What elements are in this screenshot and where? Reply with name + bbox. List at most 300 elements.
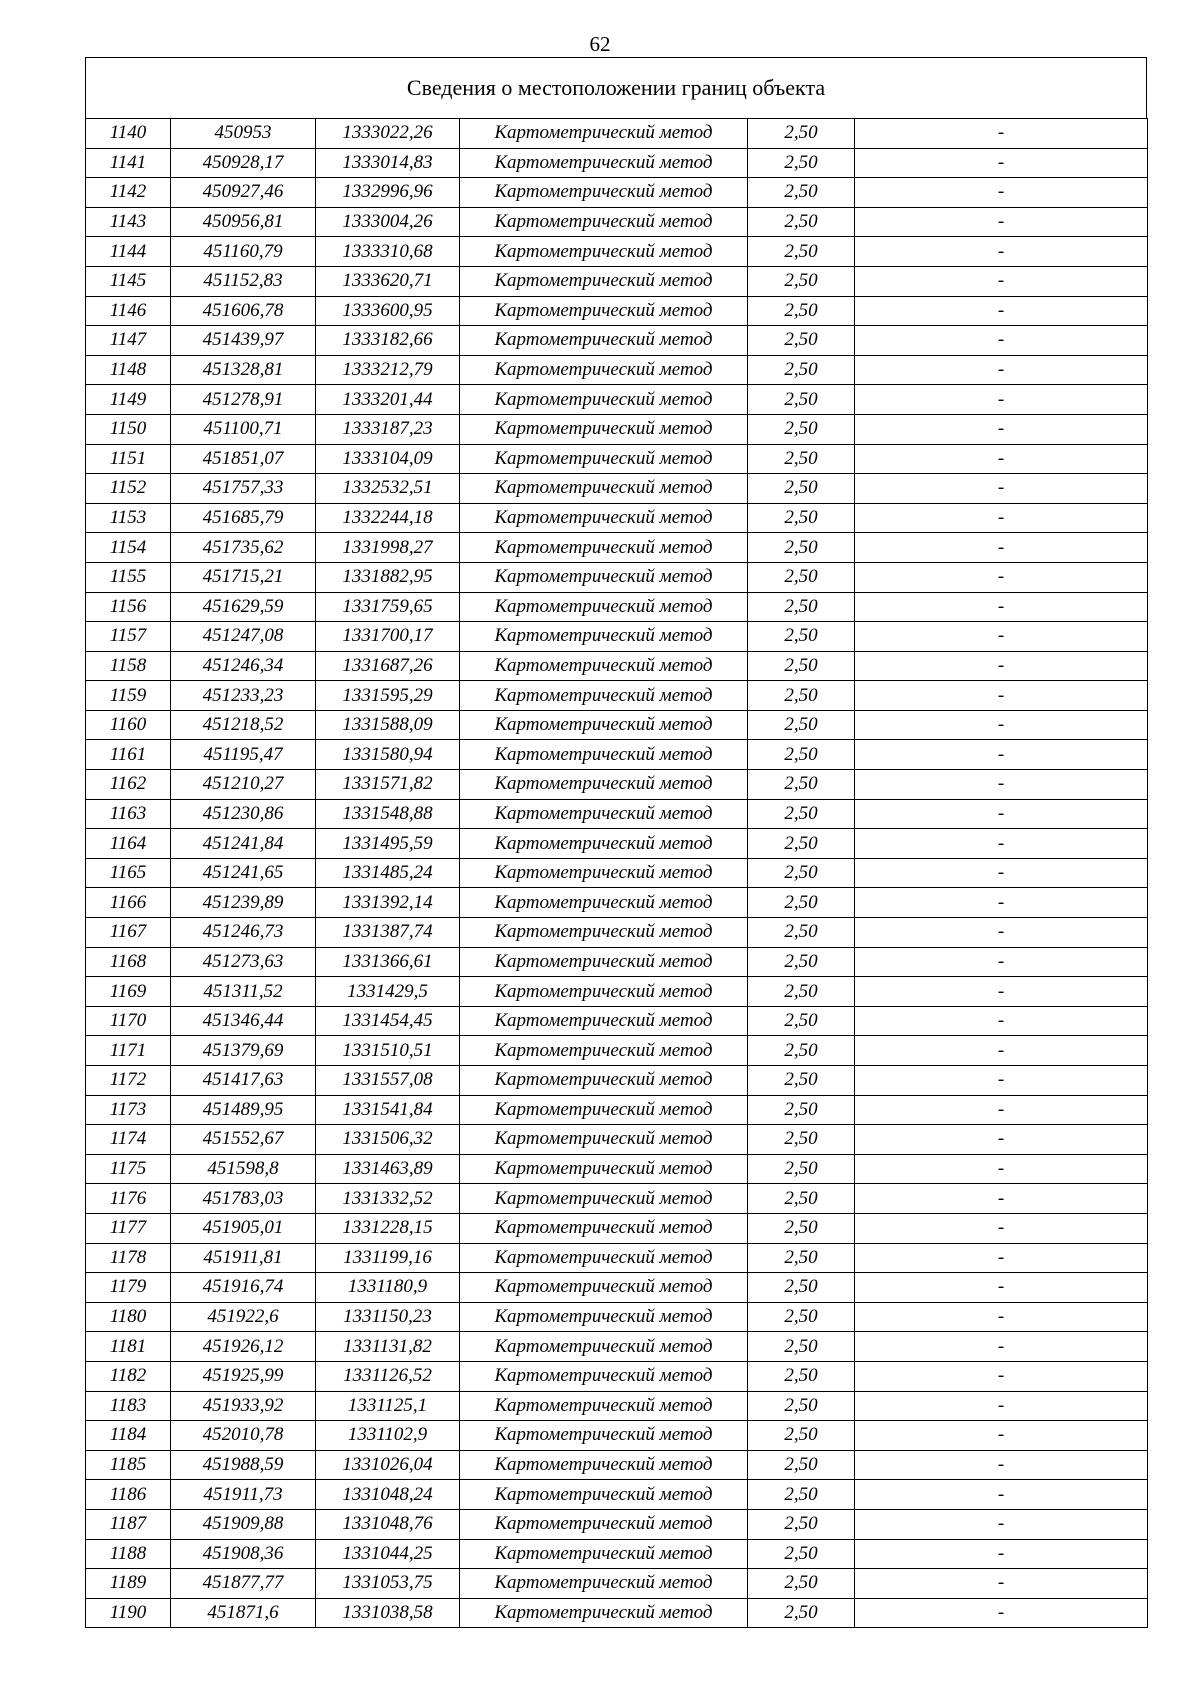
- accuracy-cell: 2,50: [748, 681, 855, 711]
- table-title: Сведения о местоположении границ объекта: [85, 57, 1147, 118]
- table-row: [86, 1480, 1148, 1510]
- accuracy-cell: 2,50: [748, 829, 855, 859]
- description-cell: -: [855, 1036, 1148, 1066]
- description-cell: -: [855, 799, 1148, 829]
- accuracy-cell: 2,50: [748, 1391, 855, 1421]
- table-row: [86, 1569, 1148, 1599]
- point-number-cell: 1159: [86, 681, 171, 711]
- method-cell: Картометрический метод: [460, 651, 748, 681]
- accuracy-cell: 2,50: [748, 1066, 855, 1096]
- y-coordinate-cell: 1331102,9: [316, 1421, 460, 1451]
- table-row: [86, 770, 1148, 800]
- accuracy-cell: 2,50: [748, 799, 855, 829]
- method-cell: Картометрический метод: [460, 622, 748, 652]
- x-coordinate-cell: 451933,92: [171, 1391, 316, 1421]
- method-cell: Картометрический метод: [460, 1539, 748, 1569]
- y-coordinate-cell: 1331048,24: [316, 1480, 460, 1510]
- point-number-cell: 1141: [86, 148, 171, 178]
- description-cell: -: [855, 266, 1148, 296]
- y-coordinate-cell: 1333187,23: [316, 414, 460, 444]
- accuracy-cell: 2,50: [748, 1539, 855, 1569]
- x-coordinate-cell: 451152,83: [171, 266, 316, 296]
- description-cell: -: [855, 474, 1148, 504]
- y-coordinate-cell: 1331332,52: [316, 1184, 460, 1214]
- point-number-cell: 1142: [86, 178, 171, 208]
- method-cell: Картометрический метод: [460, 119, 748, 149]
- accuracy-cell: 2,50: [748, 651, 855, 681]
- table-row: [86, 503, 1148, 533]
- description-cell: -: [855, 1006, 1148, 1036]
- y-coordinate-cell: 1331571,82: [316, 770, 460, 800]
- y-coordinate-cell: 1331454,45: [316, 1006, 460, 1036]
- y-coordinate-cell: 1331998,27: [316, 533, 460, 563]
- description-cell: -: [855, 503, 1148, 533]
- x-coordinate-cell: 451925,99: [171, 1361, 316, 1391]
- description-cell: -: [855, 1450, 1148, 1480]
- method-cell: Картометрический метод: [460, 1421, 748, 1451]
- accuracy-cell: 2,50: [748, 148, 855, 178]
- table-row: [86, 918, 1148, 948]
- description-cell: -: [855, 1569, 1148, 1599]
- method-cell: Картометрический метод: [460, 207, 748, 237]
- y-coordinate-cell: 1331700,17: [316, 622, 460, 652]
- x-coordinate-cell: 451735,62: [171, 533, 316, 563]
- point-number-cell: 1178: [86, 1243, 171, 1273]
- y-coordinate-cell: 1331463,89: [316, 1154, 460, 1184]
- point-number-cell: 1155: [86, 562, 171, 592]
- description-cell: -: [855, 207, 1148, 237]
- table-row: [86, 858, 1148, 888]
- table-row: [86, 888, 1148, 918]
- description-cell: -: [855, 829, 1148, 859]
- accuracy-cell: 2,50: [748, 178, 855, 208]
- method-cell: Картометрический метод: [460, 178, 748, 208]
- accuracy-cell: 2,50: [748, 503, 855, 533]
- y-coordinate-cell: 1333014,83: [316, 148, 460, 178]
- x-coordinate-cell: 451757,33: [171, 474, 316, 504]
- x-coordinate-cell: 451379,69: [171, 1036, 316, 1066]
- point-number-cell: 1172: [86, 1066, 171, 1096]
- table-row: [86, 1095, 1148, 1125]
- point-number-cell: 1182: [86, 1361, 171, 1391]
- y-coordinate-cell: 1331595,29: [316, 681, 460, 711]
- accuracy-cell: 2,50: [748, 444, 855, 474]
- point-number-cell: 1163: [86, 799, 171, 829]
- method-cell: Картометрический метод: [460, 1569, 748, 1599]
- table-row: [86, 1509, 1148, 1539]
- method-cell: Картометрический метод: [460, 977, 748, 1007]
- method-cell: Картометрический метод: [460, 237, 748, 267]
- method-cell: Картометрический метод: [460, 740, 748, 770]
- y-coordinate-cell: 1331588,09: [316, 710, 460, 740]
- description-cell: -: [855, 148, 1148, 178]
- method-cell: Картометрический метод: [460, 1243, 748, 1273]
- y-coordinate-cell: 1331495,59: [316, 829, 460, 859]
- x-coordinate-cell: 451909,88: [171, 1509, 316, 1539]
- accuracy-cell: 2,50: [748, 237, 855, 267]
- method-cell: Картометрический метод: [460, 148, 748, 178]
- x-coordinate-cell: 451489,95: [171, 1095, 316, 1125]
- table-row: [86, 562, 1148, 592]
- x-coordinate-cell: 451273,63: [171, 947, 316, 977]
- point-number-cell: 1173: [86, 1095, 171, 1125]
- y-coordinate-cell: 1331228,15: [316, 1213, 460, 1243]
- point-number-cell: 1170: [86, 1006, 171, 1036]
- table-row: [86, 385, 1148, 415]
- accuracy-cell: 2,50: [748, 770, 855, 800]
- table-row: [86, 1421, 1148, 1451]
- x-coordinate-cell: 451552,67: [171, 1125, 316, 1155]
- accuracy-cell: 2,50: [748, 1154, 855, 1184]
- method-cell: Картометрический метод: [460, 1095, 748, 1125]
- description-cell: -: [855, 1539, 1148, 1569]
- x-coordinate-cell: 451278,91: [171, 385, 316, 415]
- accuracy-cell: 2,50: [748, 1302, 855, 1332]
- method-cell: Картометрический метод: [460, 1480, 748, 1510]
- description-cell: -: [855, 918, 1148, 948]
- table-row: [86, 1361, 1148, 1391]
- method-cell: Картометрический метод: [460, 474, 748, 504]
- method-cell: Картометрический метод: [460, 1391, 748, 1421]
- x-coordinate-cell: 450956,81: [171, 207, 316, 237]
- x-coordinate-cell: 451311,52: [171, 977, 316, 1007]
- point-number-cell: 1145: [86, 266, 171, 296]
- point-number-cell: 1148: [86, 355, 171, 385]
- x-coordinate-cell: 450927,46: [171, 178, 316, 208]
- table-row: [86, 355, 1148, 385]
- x-coordinate-cell: 451210,27: [171, 770, 316, 800]
- accuracy-cell: 2,50: [748, 474, 855, 504]
- method-cell: Картометрический метод: [460, 918, 748, 948]
- table-row: [86, 1184, 1148, 1214]
- point-number-cell: 1152: [86, 474, 171, 504]
- y-coordinate-cell: 1331541,84: [316, 1095, 460, 1125]
- description-cell: -: [855, 592, 1148, 622]
- accuracy-cell: 2,50: [748, 947, 855, 977]
- description-cell: -: [855, 1243, 1148, 1273]
- point-number-cell: 1147: [86, 326, 171, 356]
- method-cell: Картометрический метод: [460, 1154, 748, 1184]
- table-row: [86, 296, 1148, 326]
- point-number-cell: 1185: [86, 1450, 171, 1480]
- y-coordinate-cell: 1331882,95: [316, 562, 460, 592]
- x-coordinate-cell: 450928,17: [171, 148, 316, 178]
- table-row: [86, 799, 1148, 829]
- table-row: [86, 1539, 1148, 1569]
- x-coordinate-cell: 451439,97: [171, 326, 316, 356]
- table-row: [86, 1302, 1148, 1332]
- x-coordinate-cell: 451100,71: [171, 414, 316, 444]
- y-coordinate-cell: 1331026,04: [316, 1450, 460, 1480]
- point-number-cell: 1166: [86, 888, 171, 918]
- x-coordinate-cell: 452010,78: [171, 1421, 316, 1451]
- description-cell: -: [855, 1095, 1148, 1125]
- table-row: [86, 947, 1148, 977]
- table-row: [86, 1213, 1148, 1243]
- point-number-cell: 1160: [86, 710, 171, 740]
- table-row: [86, 119, 1148, 149]
- description-cell: -: [855, 562, 1148, 592]
- table-row: [86, 1154, 1148, 1184]
- point-number-cell: 1189: [86, 1569, 171, 1599]
- point-number-cell: 1165: [86, 858, 171, 888]
- description-cell: -: [855, 1213, 1148, 1243]
- description-cell: -: [855, 888, 1148, 918]
- table-row: [86, 444, 1148, 474]
- y-coordinate-cell: 1331150,23: [316, 1302, 460, 1332]
- y-coordinate-cell: 1331510,51: [316, 1036, 460, 1066]
- x-coordinate-cell: 451233,23: [171, 681, 316, 711]
- y-coordinate-cell: 1331387,74: [316, 918, 460, 948]
- y-coordinate-cell: 1333600,95: [316, 296, 460, 326]
- accuracy-cell: 2,50: [748, 1509, 855, 1539]
- x-coordinate-cell: 451685,79: [171, 503, 316, 533]
- method-cell: Картометрический метод: [460, 385, 748, 415]
- method-cell: Картометрический метод: [460, 562, 748, 592]
- accuracy-cell: 2,50: [748, 1421, 855, 1451]
- y-coordinate-cell: 1331126,52: [316, 1361, 460, 1391]
- table-row: [86, 474, 1148, 504]
- point-number-cell: 1157: [86, 622, 171, 652]
- accuracy-cell: 2,50: [748, 1273, 855, 1303]
- table-row: [86, 414, 1148, 444]
- accuracy-cell: 2,50: [748, 414, 855, 444]
- description-cell: -: [855, 1598, 1148, 1628]
- point-number-cell: 1181: [86, 1332, 171, 1362]
- description-cell: -: [855, 414, 1148, 444]
- method-cell: Картометрический метод: [460, 533, 748, 563]
- method-cell: Картометрический метод: [460, 444, 748, 474]
- point-number-cell: 1153: [86, 503, 171, 533]
- description-cell: -: [855, 296, 1148, 326]
- description-cell: -: [855, 1184, 1148, 1214]
- method-cell: Картометрический метод: [460, 355, 748, 385]
- table-row: [86, 326, 1148, 356]
- accuracy-cell: 2,50: [748, 858, 855, 888]
- table-row: [86, 681, 1148, 711]
- table-row: [86, 622, 1148, 652]
- point-number-cell: 1183: [86, 1391, 171, 1421]
- description-cell: -: [855, 1273, 1148, 1303]
- point-number-cell: 1187: [86, 1509, 171, 1539]
- x-coordinate-cell: 451598,8: [171, 1154, 316, 1184]
- point-number-cell: 1169: [86, 977, 171, 1007]
- accuracy-cell: 2,50: [748, 1095, 855, 1125]
- description-cell: -: [855, 355, 1148, 385]
- method-cell: Картометрический метод: [460, 1598, 748, 1628]
- y-coordinate-cell: 1331759,65: [316, 592, 460, 622]
- x-coordinate-cell: 451239,89: [171, 888, 316, 918]
- method-cell: Картометрический метод: [460, 1184, 748, 1214]
- x-coordinate-cell: 451247,08: [171, 622, 316, 652]
- y-coordinate-cell: 1333310,68: [316, 237, 460, 267]
- description-cell: -: [855, 1421, 1148, 1451]
- x-coordinate-cell: 451230,86: [171, 799, 316, 829]
- table-row: [86, 1006, 1148, 1036]
- table-row: [86, 266, 1148, 296]
- table-row: [86, 1391, 1148, 1421]
- table-row: [86, 207, 1148, 237]
- x-coordinate-cell: 451988,59: [171, 1450, 316, 1480]
- x-coordinate-cell: 451241,84: [171, 829, 316, 859]
- description-cell: -: [855, 1066, 1148, 1096]
- method-cell: Картометрический метод: [460, 710, 748, 740]
- table-row: [86, 592, 1148, 622]
- description-cell: -: [855, 858, 1148, 888]
- x-coordinate-cell: 451328,81: [171, 355, 316, 385]
- accuracy-cell: 2,50: [748, 710, 855, 740]
- accuracy-cell: 2,50: [748, 740, 855, 770]
- y-coordinate-cell: 1331392,14: [316, 888, 460, 918]
- point-number-cell: 1176: [86, 1184, 171, 1214]
- description-cell: -: [855, 119, 1148, 149]
- table-row: [86, 1066, 1148, 1096]
- page-number: 62: [589, 32, 611, 56]
- accuracy-cell: 2,50: [748, 296, 855, 326]
- point-number-cell: 1158: [86, 651, 171, 681]
- accuracy-cell: 2,50: [748, 622, 855, 652]
- y-coordinate-cell: 1331366,61: [316, 947, 460, 977]
- point-number-cell: 1179: [86, 1273, 171, 1303]
- description-cell: -: [855, 681, 1148, 711]
- x-coordinate-cell: 451246,34: [171, 651, 316, 681]
- point-number-cell: 1143: [86, 207, 171, 237]
- x-coordinate-cell: 451877,77: [171, 1569, 316, 1599]
- y-coordinate-cell: 1333022,26: [316, 119, 460, 149]
- table-row: [86, 710, 1148, 740]
- method-cell: Картометрический метод: [460, 858, 748, 888]
- y-coordinate-cell: 1331506,32: [316, 1125, 460, 1155]
- x-coordinate-cell: 451218,52: [171, 710, 316, 740]
- accuracy-cell: 2,50: [748, 533, 855, 563]
- method-cell: Картометрический метод: [460, 326, 748, 356]
- table-row: [86, 977, 1148, 1007]
- y-coordinate-cell: 1333212,79: [316, 355, 460, 385]
- method-cell: Картометрический метод: [460, 1509, 748, 1539]
- point-number-cell: 1149: [86, 385, 171, 415]
- accuracy-cell: 2,50: [748, 1332, 855, 1362]
- accuracy-cell: 2,50: [748, 119, 855, 149]
- table-row: [86, 829, 1148, 859]
- method-cell: Картометрический метод: [460, 799, 748, 829]
- point-number-cell: 1161: [86, 740, 171, 770]
- y-coordinate-cell: 1332244,18: [316, 503, 460, 533]
- point-number-cell: 1186: [86, 1480, 171, 1510]
- accuracy-cell: 2,50: [748, 1598, 855, 1628]
- y-coordinate-cell: 1331038,58: [316, 1598, 460, 1628]
- table-row: [86, 1243, 1148, 1273]
- point-number-cell: 1144: [86, 237, 171, 267]
- accuracy-cell: 2,50: [748, 355, 855, 385]
- description-cell: -: [855, 237, 1148, 267]
- point-number-cell: 1151: [86, 444, 171, 474]
- point-number-cell: 1188: [86, 1539, 171, 1569]
- x-coordinate-cell: 451241,65: [171, 858, 316, 888]
- x-coordinate-cell: 451911,81: [171, 1243, 316, 1273]
- y-coordinate-cell: 1331131,82: [316, 1332, 460, 1362]
- description-cell: -: [855, 977, 1148, 1007]
- accuracy-cell: 2,50: [748, 1450, 855, 1480]
- y-coordinate-cell: 1331557,08: [316, 1066, 460, 1096]
- x-coordinate-cell: 451871,6: [171, 1598, 316, 1628]
- table-row: [86, 1273, 1148, 1303]
- method-cell: Картометрический метод: [460, 1125, 748, 1155]
- y-coordinate-cell: 1331687,26: [316, 651, 460, 681]
- method-cell: Картометрический метод: [460, 770, 748, 800]
- table-row: [86, 1598, 1148, 1628]
- point-number-cell: 1167: [86, 918, 171, 948]
- point-number-cell: 1156: [86, 592, 171, 622]
- accuracy-cell: 2,50: [748, 1480, 855, 1510]
- description-cell: -: [855, 710, 1148, 740]
- description-cell: -: [855, 1480, 1148, 1510]
- point-number-cell: 1162: [86, 770, 171, 800]
- description-cell: -: [855, 1332, 1148, 1362]
- table-row: [86, 740, 1148, 770]
- accuracy-cell: 2,50: [748, 207, 855, 237]
- method-cell: Картометрический метод: [460, 414, 748, 444]
- accuracy-cell: 2,50: [748, 888, 855, 918]
- y-coordinate-cell: 1331048,76: [316, 1509, 460, 1539]
- y-coordinate-cell: 1331199,16: [316, 1243, 460, 1273]
- accuracy-cell: 2,50: [748, 1569, 855, 1599]
- accuracy-cell: 2,50: [748, 1125, 855, 1155]
- accuracy-cell: 2,50: [748, 918, 855, 948]
- description-cell: -: [855, 1125, 1148, 1155]
- point-number-cell: 1180: [86, 1302, 171, 1332]
- method-cell: Картометрический метод: [460, 503, 748, 533]
- x-coordinate-cell: 451606,78: [171, 296, 316, 326]
- point-number-cell: 1190: [86, 1598, 171, 1628]
- x-coordinate-cell: 451629,59: [171, 592, 316, 622]
- accuracy-cell: 2,50: [748, 592, 855, 622]
- method-cell: Картометрический метод: [460, 1332, 748, 1362]
- point-number-cell: 1171: [86, 1036, 171, 1066]
- method-cell: Картометрический метод: [460, 1361, 748, 1391]
- accuracy-cell: 2,50: [748, 326, 855, 356]
- accuracy-cell: 2,50: [748, 1243, 855, 1273]
- description-cell: -: [855, 326, 1148, 356]
- point-number-cell: 1154: [86, 533, 171, 563]
- x-coordinate-cell: 451417,63: [171, 1066, 316, 1096]
- x-coordinate-cell: 451160,79: [171, 237, 316, 267]
- table-row: [86, 533, 1148, 563]
- method-cell: Картометрический метод: [460, 681, 748, 711]
- x-coordinate-cell: 451911,73: [171, 1480, 316, 1510]
- description-cell: -: [855, 1361, 1148, 1391]
- accuracy-cell: 2,50: [748, 562, 855, 592]
- table-row: [86, 1450, 1148, 1480]
- table-row: [86, 1332, 1148, 1362]
- y-coordinate-cell: 1331180,9: [316, 1273, 460, 1303]
- accuracy-cell: 2,50: [748, 266, 855, 296]
- method-cell: Картометрический метод: [460, 1213, 748, 1243]
- method-cell: Картометрический метод: [460, 829, 748, 859]
- x-coordinate-cell: 451926,12: [171, 1332, 316, 1362]
- y-coordinate-cell: 1331548,88: [316, 799, 460, 829]
- x-coordinate-cell: 451905,01: [171, 1213, 316, 1243]
- accuracy-cell: 2,50: [748, 977, 855, 1007]
- method-cell: Картометрический метод: [460, 888, 748, 918]
- accuracy-cell: 2,50: [748, 1036, 855, 1066]
- x-coordinate-cell: 451715,21: [171, 562, 316, 592]
- point-number-cell: 1175: [86, 1154, 171, 1184]
- point-number-cell: 1164: [86, 829, 171, 859]
- y-coordinate-cell: 1333182,66: [316, 326, 460, 356]
- description-cell: -: [855, 533, 1148, 563]
- description-cell: -: [855, 622, 1148, 652]
- accuracy-cell: 2,50: [748, 385, 855, 415]
